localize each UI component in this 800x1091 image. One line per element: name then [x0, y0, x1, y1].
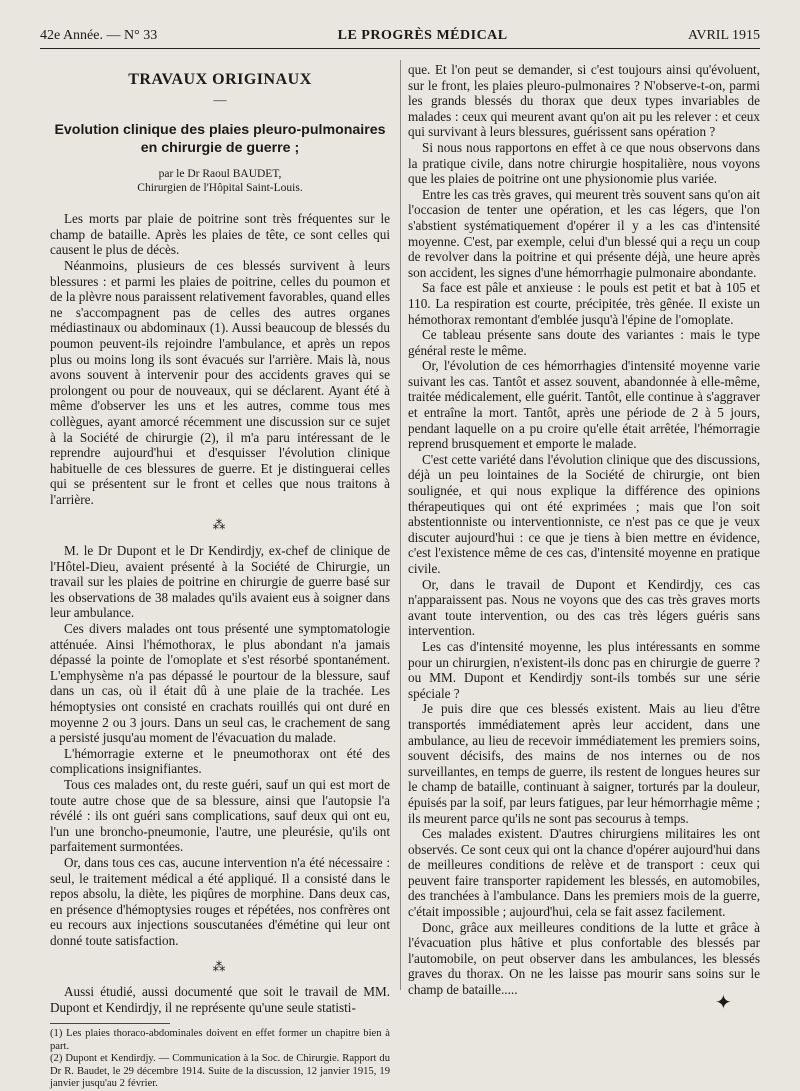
paragraph: Je puis dire que ces blessés existent. Mais au lieu d'être transportés immédiatement après leur accident, dans une ambulance, au lieu de recevoir immédiatement les premiers soins, souvent décisifs, des mains de nos internes ou de nos surveillantes, en temps de guerre, ils restent de longues heures sur le champ de bataille, continuant à saigner, torturés par la douleur, épuisés par la soif, par leurs fatigues, par leur hémorrhagie même ; ils meurent parce qu'ils ne sont pas secourus à temps.	[408, 701, 760, 826]
paragraph: M. le Dr Dupont et le Dr Kendirdjy, ex-chef de clinique de l'Hôtel-Dieu, avaient présenté à la Société de Chirurgie, un travail sur les plaies de poitrine en chirurgie de guerre basé sur les observations de 38 malades qu'ils avaient eus à soigner dans leur ambulance.	[50, 543, 390, 621]
paragraph: Ces malades existent. D'autres chirurgiens militaires les ont observés. Ce sont ceux qui ont la chance d'opérer aujourd'hui dans de meilleures conditions de relève et de transport : ceux qui peuvent faire transporter rapidement les blessés, en automobiles, des tranchées à l'ambulance. Dans les premiers mois de la guerre, c'était impossible ; aujourd'hui, cela se fait assez facilement.	[408, 826, 760, 920]
paragraph: Ce tableau présente sans doute des variantes : mais le type général reste le même.	[408, 327, 760, 358]
paragraph: Néanmoins, plusieurs de ces blessés survivent à leurs blessures : et parmi les plaies de poitrine, celles du poumon et de la plèvre nous paraissent relativement favorables, quand elles ne s'accompagnent pas de celles des autres organes médiastinaux ou abdominaux (1). Aussi beaucoup de blessés du poumon peuvent-ils rejoindre l'ambulance, et après un repos plus ou moins long ils sont évacués sur l'arrière. Mais là, nous avons souvent à intervenir pour des accidents graves qui se prolongent ou pour de nouveaux, qui se déclarent. Ayant été à même d'observer les uns et les autres, comme tous mes collègues, ayant amorcé récemment une discussion sur ce sujet à la Société de chirurgie (2), il m'a paru intéressant de le reprendre aujourd'hui et d'esquisser l'évolution clinique habituelle de ces blessures de guerre. Et je distinguerai celles qui se présentent sur le front et celles que nous traitons à l'arrière.	[50, 257, 390, 507]
footnote-rule	[50, 1023, 170, 1024]
running-header	[40, 26, 760, 46]
paragraph: C'est cette variété dans l'évolution clinique que des discussions, déjà un peu lointaines de la Société de chirurgie, ont bien soulignée, et qui nous explique la différence des opinions thérapeutiques qui ont été exprimées ; mais que l'on soit abstentionniste ou interventionniste, ce n'est pas ce que je veux discuter aujourd'hui : ce que je tiens à bien mettre en évidence, c'est l'existence même de ces cas, d'intensité moyenne en pratique civile.	[408, 451, 760, 576]
issue-date: AVRIL 1915	[688, 28, 760, 43]
paragraph: Entre les cas très graves, qui meurent très souvent sans qu'on ait l'occasion de tenter une opération, et les cas légers, que l'on s'abstient systématiquement d'opérer il y a les cas d'intensité moyenne. C'est, par exemple, celui d'un blessé qui a reçu un coup de revolver dans la poitrine et qui présente déjà, une heure après son accident, les signes d'une hémorrhagie pulmonaire abondante.	[408, 186, 760, 280]
paragraph: que. Et l'on peut se demander, si c'est toujours ainsi qu'évoluent, sur le front, les plaies pleuro-pulmonaires ? N'observe-t-on, parmi les grands blessés du thorax que deux types invariables de malades : ceux qui meurent avant qu'on ait pu les relever : et ceux qui survivant à leurs blessures, guérissent sans opération ?	[408, 62, 760, 140]
paragraph: Tous ces malades ont, du reste guéri, sauf un qui est mort de toute autre chose que de sa blessure, ainsi que l'autopsie l'a révélé : ils ont guéri sans complications, sauf deux qui ont eu, l'un une broncho-pneumonie, l'autre, une pleurésie, qu'ils ont parfaitement surmontées.	[50, 776, 390, 855]
paragraph: Les cas d'intensité moyenne, les plus intéressants en somme pour un chirurgien, n'existent-ils donc pas en chirurgie de guerre ? ou MM. Dupont et Kendirdjy sont-ils tombés sur une série spéciale ?	[408, 638, 760, 701]
issue-number: 42e Année. — N° 33	[40, 28, 158, 43]
author-line: par le Dr Raoul BAUDET,	[158, 168, 282, 181]
column-rule	[400, 60, 401, 990]
end-ornament: ✦	[715, 990, 732, 1014]
section-heading: TRAVAUX ORIGINAUX	[128, 71, 312, 88]
right-column	[408, 62, 760, 998]
section-dash: —	[213, 91, 227, 107]
footnote: (2) Dupont et Kendirdjy. — Communication à la Soc. de Chirurgie. Rapport du Dr R. Baudet, le 29 décembre 1914. Suite de la discussion, 12 janvier 1915, 19 janvier jusqu'au 2 février.	[50, 1053, 390, 1090]
header-rule	[40, 48, 760, 49]
author-affiliation: Chirurgien de l'Hôpital Saint-Louis.	[137, 182, 303, 195]
article-title: Evolution clinique des plaies pleuro-pulmonaires en chirurgie de guerre ;	[54, 122, 386, 157]
journal-title: LE PROGRÈS MÉDICAL	[337, 28, 508, 43]
paragraph: Or, dans le travail de Dupont et Kendirdjy, ces cas n'apparaissent pas. Nous ne voyons que des cas très graves morts avant toute intervention, ou des cas très légers guéris sans intervention.	[408, 576, 760, 639]
section-separator: ⁂	[212, 958, 228, 974]
paragraph: Si nous nous rapportons en effet à ce que nous observons dans la pratique civile, dans notre chirurgie hospitalière, nous voyons que les plaies de poitrine ont une physionomie plus variée.	[408, 139, 760, 187]
paragraph: Sa face est pâle et anxieuse : le pouls est petit et bat à 105 et 110. La respiration est courte, précipitée, très gênée. Il existe un hémothorax remontant d'emblée jusqu'à l'épine de l'omoplate.	[408, 280, 760, 327]
paragraph: Or, dans tous ces cas, aucune intervention n'a été nécessaire : seul, le traitement médical a été appliqué. Il a consisté dans le repos absolu, la diète, les piqûres de morphine. Dans deux cas, en présence d'hémoptysies rouges et répétées, nos confrères ont eu recours aux injections souscutanées d'émétine qui leur ont donné toute satisfaction.	[50, 854, 390, 948]
paragraph: L'hémorragie externe et le pneumothorax ont été des complications insignifiantes.	[50, 745, 390, 777]
paragraph: Or, l'évolution de ces hémorrhagies d'intensité moyenne varie suivant les cas. Tantôt et assez souvent, abandonnée à elle-même, traitée médicalement, elle guérit. Tantôt, elle continue à s'aggraver et entraîne la mort. Tantôt, après une période de 2 à 5 jours, pendant laquelle on a pu croire qu'elle était arrêtée, l'hémorragie reprend brusquement et emporte le malade.	[408, 358, 760, 452]
paragraph: Ces divers malades ont tous présenté une symptomatologie atténuée. Ainsi l'hémothorax, le plus abondant n'a jamais dépassé la pointe de l'omoplate et s'est résorbé spontanément. L'emphysème n'a pas dépassé le pourtour de la blessure, sauf dans un cas, où il était dû à une plaie de la trachée. Les hémoptysies ont consisté en crachats rouillés qui ont duré en moyenne 2 ou 3 jours. Dans un seul cas, le crachement de sang a persisté jusqu'au moment de l'évacuation du malade.	[50, 621, 390, 746]
left-column	[50, 56, 390, 1091]
byline	[50, 167, 390, 195]
paragraph: Donc, grâce aux meilleures conditions de la lutte et grâce à l'évacuation plus hâtive et plus confortable des blessés par l'automobile, on peut observer dans les ambulances, les blessés graves du thorax. On ne les laisse pas mourir sans soins sur le champ de bataille.....	[408, 919, 760, 998]
section-separator: ⁂	[212, 517, 228, 533]
footnote: (1) Les plaies thoraco-abdominales doivent en effet former un chapitre bien à part.	[50, 1028, 390, 1052]
paragraph: Les morts par plaie de poitrine sont très fréquentes sur le champ de bataille. Après les plaies de tête, ce sont celles qui causent le plus de décès.	[50, 211, 390, 258]
footnotes	[50, 1028, 390, 1091]
paragraph: Aussi étudié, aussi documenté que soit le travail de MM. Dupont et Kendirdjy, il ne représente qu'une seule statisti-	[50, 984, 390, 1015]
